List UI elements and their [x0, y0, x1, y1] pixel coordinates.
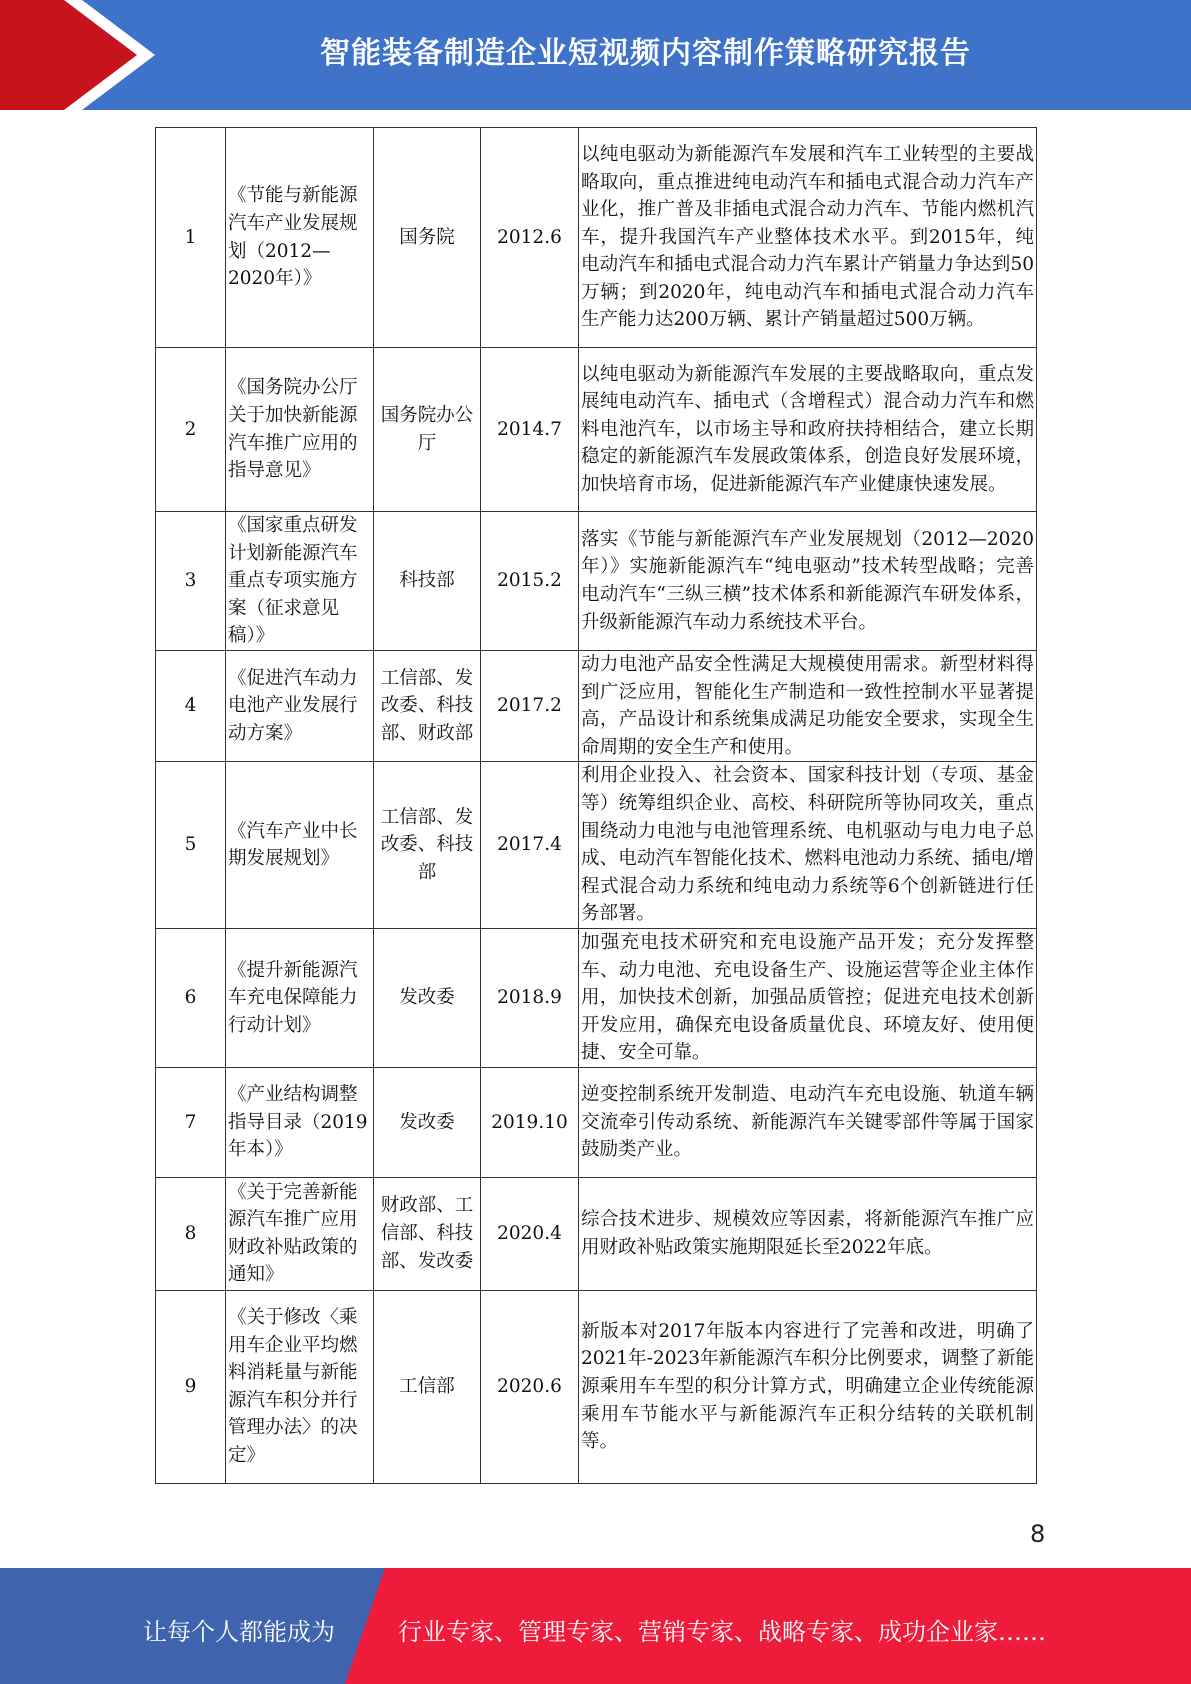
footer-banner: [0, 1568, 1191, 1684]
policy-name: 《关于修改〈乘用车企业平均燃料消耗量与新能源汽车积分并行管理办法〉的决定》: [226, 1290, 374, 1483]
issue-date: 2012.6: [481, 128, 579, 348]
policy-name: 《提升新能源汽车充电保障能力行动计划》: [226, 928, 374, 1067]
table-row: [156, 512, 1037, 651]
table-row: [156, 928, 1037, 1067]
page-number: 8: [1030, 1520, 1046, 1548]
issuing-department: 工信部、发改委、科技部: [374, 762, 481, 929]
issuing-department: 财政部、工信部、科技部、发改委: [374, 1177, 481, 1290]
policy-name: 《汽车产业中长期发展规划》: [226, 762, 374, 929]
row-number: 9: [156, 1290, 226, 1483]
issue-date: 2020.4: [481, 1177, 579, 1290]
policy-name: 《国家重点研发计划新能源汽车重点专项实施方案（征求意见稿）》: [226, 512, 374, 651]
footer-slogan-left: 让每个人都能成为: [143, 1618, 335, 1646]
row-number: 1: [156, 128, 226, 348]
table-row: [156, 650, 1037, 761]
policy-table: [155, 127, 1037, 1484]
issue-date: 2018.9: [481, 928, 579, 1067]
row-number: 6: [156, 928, 226, 1067]
issuing-department: 工信部、发改委、科技部、财政部: [374, 650, 481, 761]
policy-name: 《国务院办公厅关于加快新能源汽车推广应用的指导意见》: [226, 348, 374, 512]
issuing-department: 国务院: [374, 128, 481, 348]
policy-content: 利用企业投入、社会资本、国家科技计划（专项、基金等）统筹组织企业、高校、科研院所等协同攻关，重点围绕动力电池与电池管理系统、电机驱动与电力电子总成、电动汽车智能化技术、燃料电池动力系统、插电/增程式混合动力系统和纯电动力系统等6个创新链进行任务部署。: [579, 762, 1037, 929]
row-number: 7: [156, 1067, 226, 1177]
policy-content: 逆变控制系统开发制造、电动汽车充电设施、轨道车辆交流牵引传动系统、新能源汽车关键零部件等属于国家鼓励类产业。: [579, 1067, 1037, 1177]
policy-content: 加强充电技术研究和充电设施产品开发；充分发挥整车、动力电池、充电设备生产、设施运营等企业主体作用，加快技术创新，加强品质管控；促进充电技术创新开发应用，确保充电设备质量优良、环境友好、使用便捷、安全可靠。: [579, 928, 1037, 1067]
row-number: 3: [156, 512, 226, 651]
table-row: [156, 1067, 1037, 1177]
row-number: 4: [156, 650, 226, 761]
header-red-chevron: [0, 0, 150, 110]
issue-date: 2014.7: [481, 348, 579, 512]
table-row: [156, 348, 1037, 512]
issuing-department: 国务院办公厅: [374, 348, 481, 512]
policy-content: 综合技术进步、规模效应等因素，将新能源汽车推广应用财政补贴政策实施期限延长至2022年底。: [579, 1177, 1037, 1290]
policy-content: 落实《节能与新能源汽车产业发展规划（2012—2020年）》实施新能源汽车“纯电驱动”技术转型战略；完善电动汽车“三纵三横”技术体系和新能源汽车研发体系，升级新能源汽车动力系统技术平台。: [579, 512, 1037, 651]
policy-content: 新版本对2017年版本内容进行了完善和改进，明确了2021年-2023年新能源汽车积分比例要求，调整了新能源乘用车车型的积分计算方式，明确建立企业传统能源乘用车节能水平与新能源汽车正积分结转的关联机制等。: [579, 1290, 1037, 1483]
policy-content: 以纯电驱动为新能源汽车发展的主要战略取向，重点发展纯电动汽车、插电式（含增程式）混合动力汽车和燃料电池汽车，以市场主导和政府扶持相结合，建立长期稳定的新能源汽车发展政策体系，创造良好发展环境，加快培育市场，促进新能源汽车产业健康快速发展。: [579, 348, 1037, 512]
issuing-department: 工信部: [374, 1290, 481, 1483]
policy-content: 动力电池产品安全性满足大规模使用需求。新型材料得到广泛应用，智能化生产制造和一致性控制水平显著提高，产品设计和系统集成满足功能安全要求，实现全生命周期的安全生产和使用。: [579, 650, 1037, 761]
issue-date: 2019.10: [481, 1067, 579, 1177]
issue-date: 2020.6: [481, 1290, 579, 1483]
policy-name: 《关于完善新能源汽车推广应用财政补贴政策的通知》: [226, 1177, 374, 1290]
issuing-department: 发改委: [374, 928, 481, 1067]
issue-date: 2017.2: [481, 650, 579, 761]
table-row: [156, 1290, 1037, 1483]
policy-name: 《产业结构调整指导目录（2019年本）》: [226, 1067, 374, 1177]
issue-date: 2015.2: [481, 512, 579, 651]
report-title: 智能装备制造企业短视频内容制作策略研究报告: [320, 36, 971, 71]
footer-slogan-right: 行业专家、管理专家、营销专家、战略专家、成功企业家……: [398, 1618, 1046, 1646]
table-row: [156, 762, 1037, 929]
row-number: 5: [156, 762, 226, 929]
policy-name: 《促进汽车动力电池产业发展行动方案》: [226, 650, 374, 761]
row-number: 8: [156, 1177, 226, 1290]
table-row: [156, 1177, 1037, 1290]
issue-date: 2017.4: [481, 762, 579, 929]
header-banner: [0, 0, 1191, 110]
policy-name: 《节能与新能源汽车产业发展规划（2012—2020年）》: [226, 128, 374, 348]
policy-content: 以纯电驱动为新能源汽车发展和汽车工业转型的主要战略取向，重点推进纯电动汽车和插电式混合动力汽车产业化，推广普及非插电式混合动力汽车、节能内燃机汽车，提升我国汽车产业整体技术水平。到2015年，纯电动汽车和插电式混合动力汽车累计产销量力争达到50万辆；到2020年，纯电动汽车和插电式混合动力汽车生产能力达200万辆、累计产销量超过500万辆。: [579, 128, 1037, 348]
issuing-department: 科技部: [374, 512, 481, 651]
table-row: [156, 128, 1037, 348]
row-number: 2: [156, 348, 226, 512]
issuing-department: 发改委: [374, 1067, 481, 1177]
